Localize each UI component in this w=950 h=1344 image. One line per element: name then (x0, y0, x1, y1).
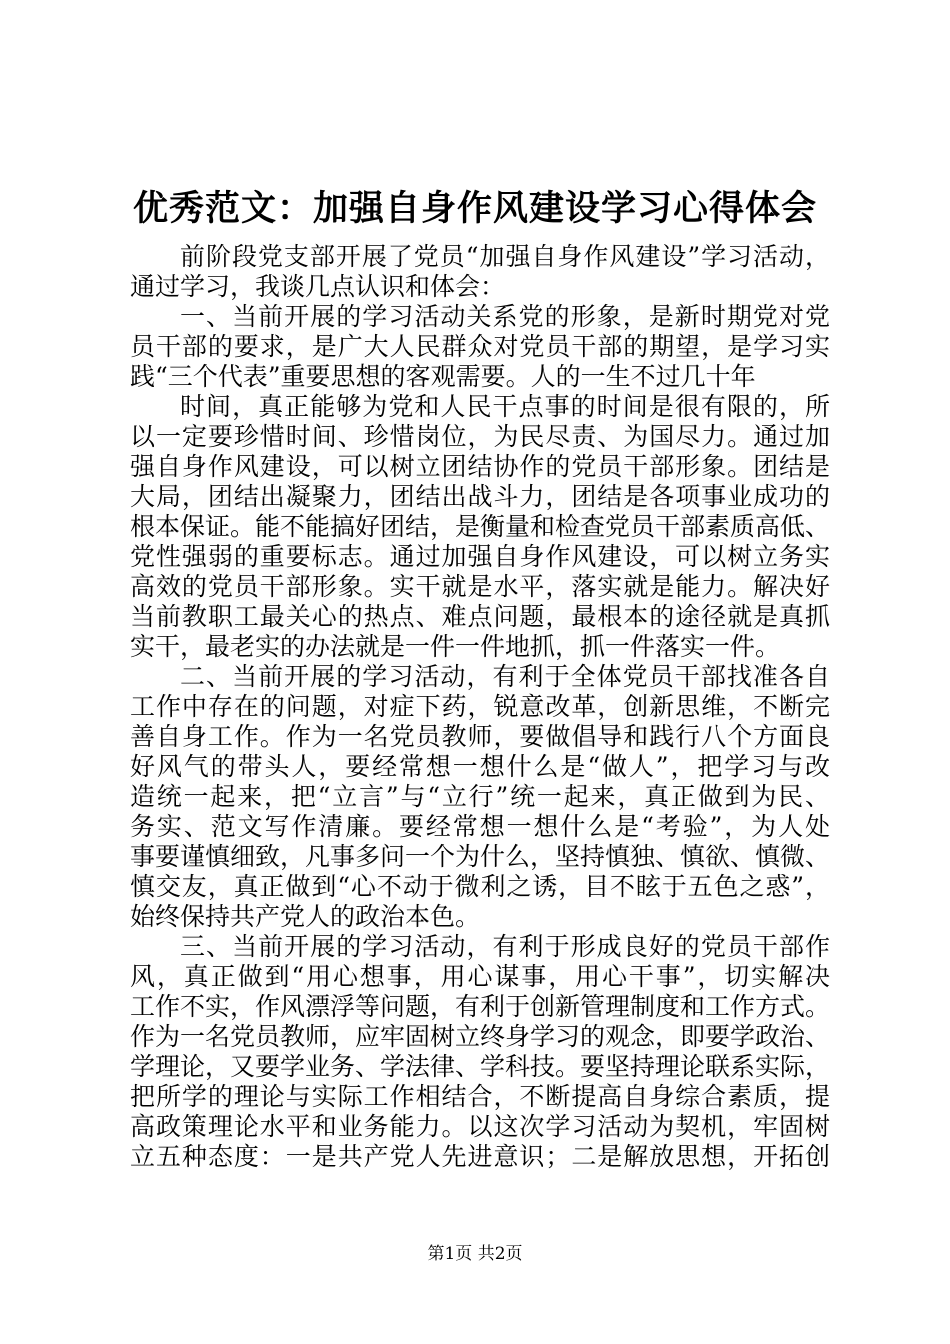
text-line: 事要谨慎细致，凡事多问一个为什么，坚持慎独、慎欲、慎微、 (130, 842, 830, 871)
document-body (130, 242, 830, 1172)
text-line: 高效的党员干部形象。实干就是水平，落实就是能力。解决好 (130, 572, 830, 601)
text-line: 大局，团结出凝聚力，团结出战斗力，团结是各项事业成功的 (130, 482, 830, 511)
text-line: 时间，真正能够为党和人民干点事的时间是很有限的，所 (180, 392, 830, 421)
text-line: 实干，最老实的办法就是一件一件地抓，抓一件落实一件。 (130, 632, 781, 661)
text-line: 好风气的带头人，要经常想一想什么是“做人”，把学习与改 (130, 752, 830, 781)
text-line: 善自身工作。作为一名党员教师，要做倡导和践行八个方面良 (130, 722, 830, 751)
text-line: 党性强弱的重要标志。通过加强自身作风建设，可以树立务实 (130, 542, 830, 571)
text-line: 工作不实，作风漂浮等问题，有利于创新管理制度和工作方式。 (130, 992, 830, 1021)
text-line: 根本保证。能不能搞好团结，是衡量和检查党员干部素质高低、 (130, 512, 830, 541)
text-line: 把所学的理论与实际工作相结合，不断提高自身综合素质，提 (130, 1082, 830, 1111)
text-line: 一、当前开展的学习活动关系党的形象，是新时期党对党 (180, 302, 830, 331)
text-line: 立五种态度：一是共产党人先进意识；二是解放思想，开拓创 (130, 1142, 830, 1171)
text-line: 通过学习，我谈几点认识和体会： (130, 272, 506, 301)
text-line: 学理论，又要学业务、学法律、学科技。要坚持理论联系实际， (130, 1052, 830, 1081)
text-line: 员干部的要求，是广大人民群众对党员干部的期望，是学习实 (130, 332, 830, 361)
text-line: 前阶段党支部开展了党员“加强自身作风建设”学习活动， (180, 242, 830, 271)
text-line: 务实、范文写作清廉。要经常想一想什么是“考验”，为人处 (130, 812, 830, 841)
text-line: 风，真正做到“用心想事，用心谋事，用心干事”，切实解决 (130, 962, 830, 991)
text-line: 工作中存在的问题，对症下药，锐意改革，创新思维，不断完 (130, 692, 830, 721)
text-line: 高政策理论水平和业务能力。以这次学习活动为契机，牢固树 (130, 1112, 830, 1141)
text-line: 强自身作风建设，可以树立团结协作的党员干部形象。团结是 (130, 452, 830, 481)
text-line: 践“三个代表”重要思想的客观需要。人的一生不过几十年 (130, 362, 756, 391)
text-line: 三、当前开展的学习活动，有利于形成良好的党员干部作 (180, 932, 830, 961)
text-line: 当前教职工最关心的热点、难点问题，最根本的途径就是真抓 (130, 602, 830, 631)
text-line: 作为一名党员教师，应牢固树立终身学习的观念，即要学政治、 (130, 1022, 830, 1051)
document-title: 优秀范文：加强自身作风建设学习心得体会 (132, 188, 817, 229)
text-line: 慎交友，真正做到“心不动于微利之诱，目不眩于五色之惑”， (130, 872, 830, 901)
text-line: 以一定要珍惜时间、珍惜岗位，为民尽责、为国尽力。通过加 (130, 422, 830, 451)
text-line: 造统一起来，把“立言”与“立行”统一起来，真正做到为民、 (130, 782, 830, 811)
page-number-footer: 第1页 共2页 (427, 1244, 523, 1264)
text-line: 二、当前开展的学习活动，有利于全体党员干部找准各自 (180, 662, 830, 691)
text-line: 始终保持共产党人的政治本色。 (130, 902, 481, 931)
